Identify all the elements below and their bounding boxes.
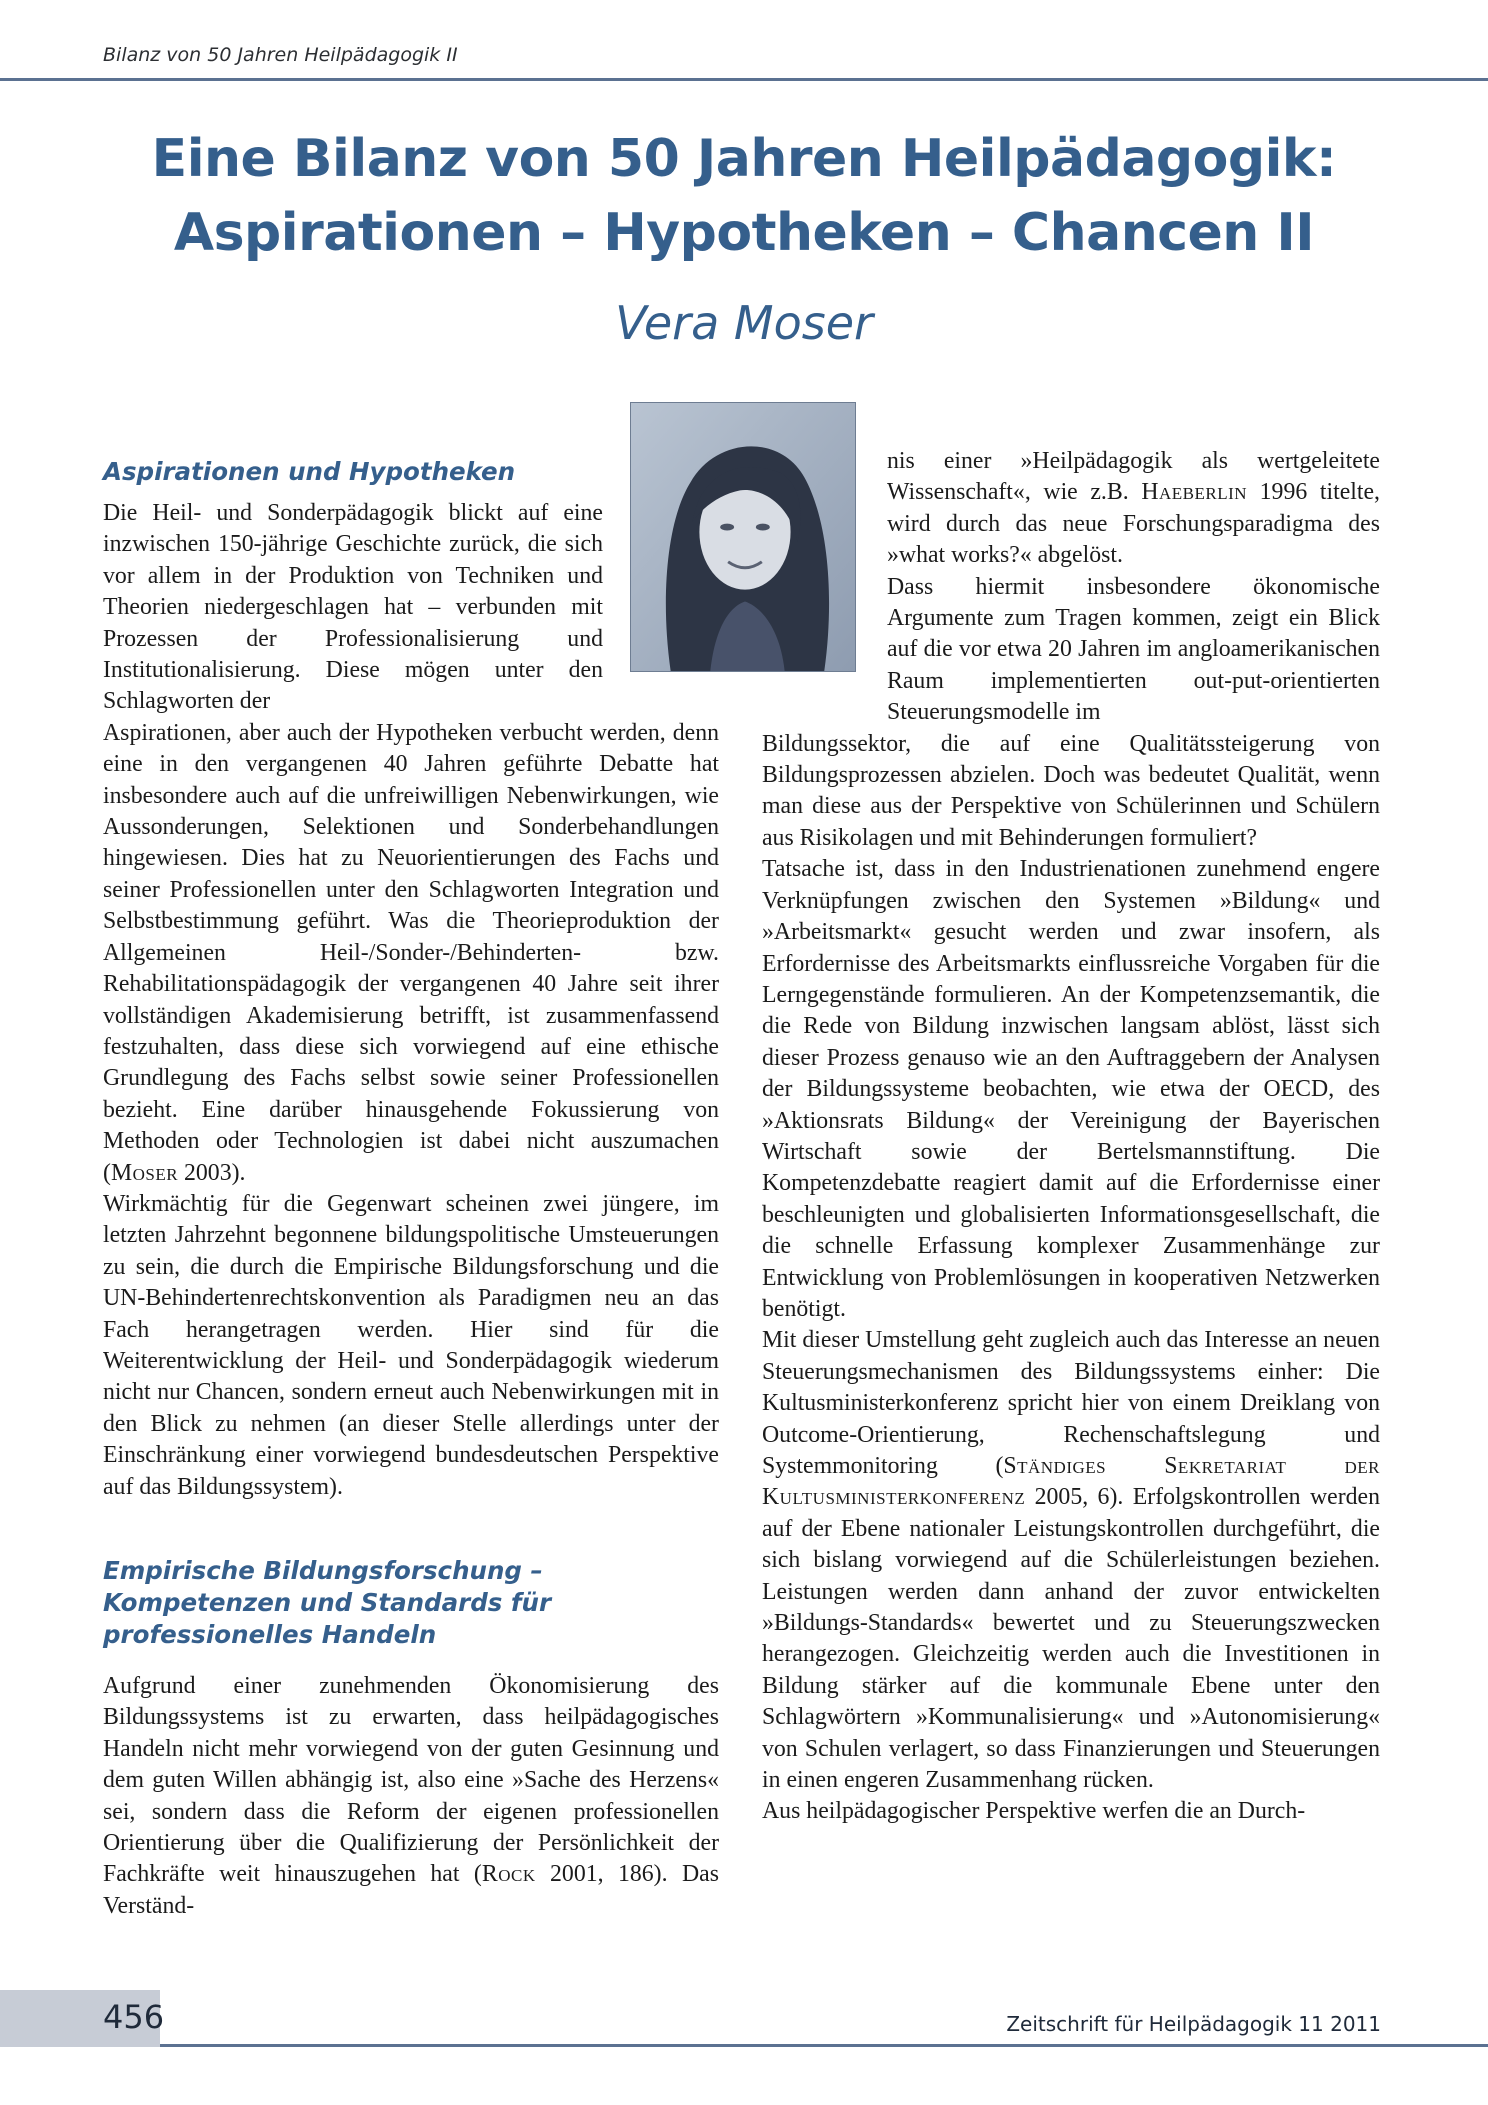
header-rule (0, 78, 1488, 81)
right-column-narrow-block (887, 446, 1380, 729)
paragraph-umstellung-text-a: Mit dieser Umstellung geht zugleich auch das Interesse an neuen Steuerungsmechanismen des Bildungssystems einher: Die Kultusministerkonferenz spricht hier von einem Dreiklang von Outcome-Orientierung, Rechenschaftslegung und Systemmonitoring ( (762, 1327, 1380, 1479)
paragraph-intro-narrow: Die Heil- und Sonderpädagogik blickt auf eine inzwischen 150-jährige Geschichte zurück, die sich vor allem in der Produktion von Techniken und Theorien niedergeschlagen hat – verbunden mit Prozessen der Professionalisierung und Institutionalisierung. Diese mögen unter den Schlagworten der (103, 500, 603, 715)
paragraph-oekonomische-argumente-narrow: Dass hiermit insbesondere ökonomische Argumente zum Tragen kommen, zeigt ein Blick auf die vor etwa 20 Jahren im angloamerikanischen Raum implementierten out-put-orientierten Steuerungsmodelle im (887, 573, 1380, 726)
paragraph-verstaendnis-text-a: nis einer »Heilpädagogik als wertgeleitete Wissenschaft«, wie z.B. (887, 448, 1380, 506)
section-heading-empirische-bildungsforschung: Empirische Bildungsforschung – Kompetenzen und Standards für professionelles Handeln (103, 1556, 552, 1649)
paragraph-oekonomisierung-text: Aufgrund einer zunehmenden Ökonomisierung des Bildungssystems ist zu erwarten, dass heilpädagogisches Handeln nicht mehr vorwiegend von der guten Gesinnung und dem guten Willen abhängig ist, also eine »Sache des Herzens« sei, sondern dass die Reform der eigenen professionellen Orientierung über die Qualifizierung der Persönlichkeit der Fachkräfte weit hinauszugehen hat ( (103, 1673, 719, 1888)
citation-rock-year: 2001, 186). Das Verständ- (103, 1861, 719, 1919)
paragraph-wirkmaechtig: Wirkmächtig für die Gegenwart scheinen zwei jüngere, im letzten Jahrzehnt begonnene bildungspolitische Umsteuerungen zu sein, die durch die Empirische Bildungsforschung und die UN-Behindertenrechtskonvention als Paradigmen neu an das Fach herangetragen werden. Hier sind für die Weiterentwicklung der Heil- und Sonderpädagogik wiederum nicht nur Chancen, sondern erneut auch Nebenwirkungen mit in den Blick zu nehmen (an dieser Stelle allerdings unter der Einschränkung einer vorwiegend bundesdeutschen Perspektive auf das Bildungssystem). (103, 1190, 719, 1500)
citation-haeberlin: Haeberlin (1141, 479, 1248, 506)
citation-rock: Rock (481, 1861, 536, 1888)
paragraph-umstellung (762, 1325, 1380, 1796)
paragraph-intro-text: Aspirationen, aber auch der Hypotheken verbucht werden, denn eine in den vergangenen 40 Jahren geführte Debatte hat insbesondere auch auf die unfreiwilligen Nebenwirkungen, wie Aussonderungen, Selektionen und Sonderbehandlungen hingewiesen. Dies hat zu Neuorientierungen des Fachs und seiner Professionellen unter den Schlagworten Integration und Selbstbestimmung geführt. Was die Theorieproduktion der Allgemeinen Heil-/Sonder-/Behinderten- bzw. Rehabilitationspädagogik der vergangenen 40 Jahre seit ihrer vollständigen Akademisierung betrifft, ist zusammenfassend festzuhalten, dass diese sich vorwiegend auf eine ethische Grundlegung des Fachs selbst sowie seiner Professionellen bezieht. Eine darüber hinausgehende Fokussierung von Methoden oder Technologien ist dabei nicht auszumachen ( (103, 719, 719, 1186)
paragraph-verstaendnis-text-b: 1996 titelte, wird durch das neue Forschungsparadigma des »what works?« abgelöst. (887, 479, 1381, 569)
paragraph-verstaendnis (887, 446, 1380, 572)
citation-moser-year: 2003). (178, 1159, 246, 1186)
citation-kmk: Ständiges Sekretariat der Kultusministerkonferenz (762, 1453, 1380, 1511)
section-heading-aspirationen: Aspirationen und Hypotheken (103, 457, 516, 486)
paragraph-umstellung-text-b: 2005, 6). Erfolgskontrollen werden auf der Ebene nationaler Leistungskontrollen durchgeführt, die sich bislang vorwiegend auf die Schülerleistungen beziehen. Leistungen werden dann anhand der zuvor entwickelten »Bildungs-Standards« bewertet und zu Steuerungszwecken herangezogen. Gleichzeitig werden auch die Investitionen in Bildung stärker auf die kommunale Ebene unter den Schlagwörtern »Kommunalisierung« und »Autonomisierung« von Schulen verlagert, so dass Finanzierungen und Steuerungen in einen engeren Zusammenhang rücken. (762, 1484, 1380, 1794)
left-column (103, 498, 719, 1922)
page-number: 456 (103, 1998, 165, 2036)
paragraph-intro-wide (103, 718, 719, 1189)
right-column (762, 446, 1380, 1828)
footer-rule (160, 2044, 1488, 2047)
title-line-2: Aspirationen – Hypotheken – Chancen II (173, 203, 1315, 263)
running-head: Bilanz von 50 Jahren Heilpädagogik II (103, 44, 458, 66)
author-name: Vera Moser (615, 296, 873, 350)
paragraph-tatsache: Tatsache ist, dass in den Industrienationen zunehmend engere Verknüpfungen zwischen den Systemen »Bildung« und »Arbeitsmarkt« gesucht werden und zwar insofern, als Erfordernisse des Arbeitsmarkts einflussreiche Vorgaben für die Lerngegenstände formulieren. An der Kompetenzsemantik, die die Rede von Bildung inzwischen langsam ablöst, lässt sich dieser Prozess genauso wie an den Auftraggebern der Analysen der Bildungssysteme beobachten, wie etwa der OECD, des »Aktionsrats Bildung« der Vereinigung der Bayerischen Wirtschaft sowie der Bertelsmannstiftung. Die Kompetenzdebatte reagiert damit auf die Erfordernisse einer beschleunigten und globalisierten Informationsgesellschaft, die die schnelle Erfassung komplexer Zusammenhänge zur Entwicklung von Problemlösungen in kooperativen Netzwerken benötigt. (762, 856, 1380, 1322)
title-line-1: Eine Bilanz von 50 Jahren Heilpädagogik: (151, 129, 1337, 189)
journal-citation: Zeitschrift für Heilpädagogik 11 2011 (1006, 2012, 1381, 2036)
paragraph-oekonomische-argumente-wide: Bildungssektor, die auf eine Qualitätssteigerung von Bildungsprozessen abzielen. Doch was bedeutet Qualität, wenn man diese aus der Perspektive von Schülerinnen und Schülern aus Risikolagen und mit Behinderungen formuliert? (762, 730, 1380, 851)
citation-moser: Moser (110, 1159, 179, 1186)
paragraph-oekonomisierung (103, 1671, 719, 1922)
article-title (0, 122, 1488, 270)
paragraph-perspektive: Aus heilpädagogischer Perspektive werfen die an Durch- (762, 1798, 1306, 1825)
